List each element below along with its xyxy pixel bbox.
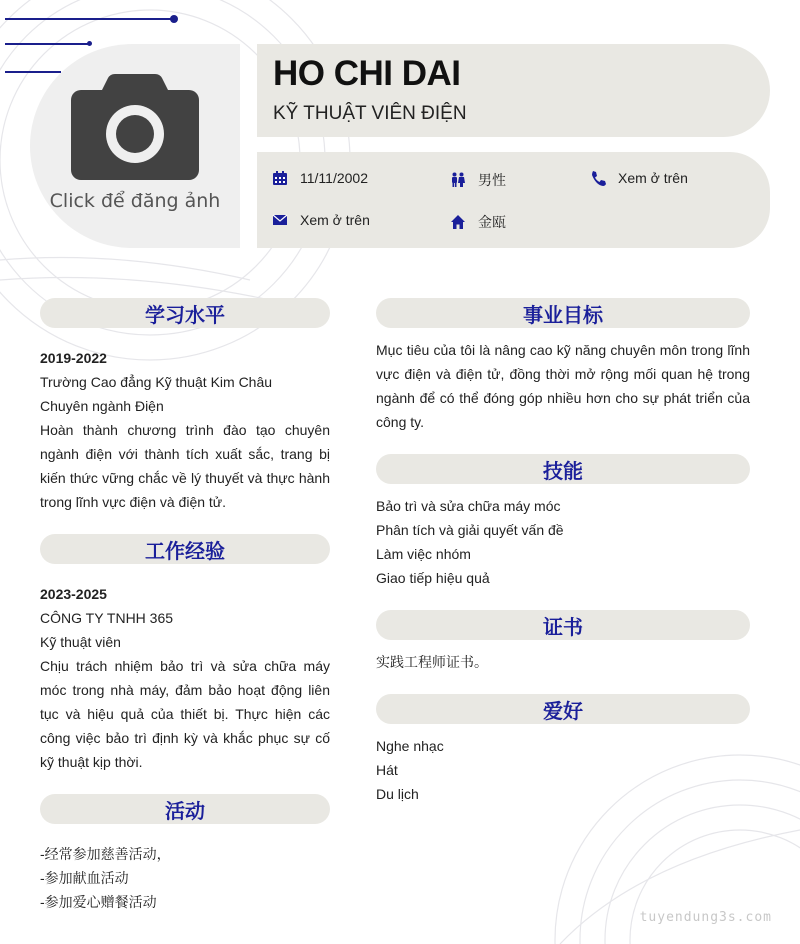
gender-value: 男性 bbox=[478, 172, 506, 188]
email-value: Xem ở trên bbox=[300, 212, 370, 228]
decor-line-1 bbox=[5, 18, 175, 20]
email-item bbox=[272, 212, 370, 228]
objective-heading-text: 事业目标 bbox=[523, 302, 603, 327]
education-heading-text: 学习水平 bbox=[145, 302, 225, 327]
education-description: Hoàn thành chương trình đào tạo chuyên ngành điện với thành tích xuất sắc, trang bị kiến thức vững chắc về lý thuyết và thực hành trong lĩnh vực điện và điện tử. bbox=[40, 422, 330, 510]
experience-period: 2023-2025 bbox=[40, 586, 107, 602]
objective-heading bbox=[376, 298, 750, 328]
candidate-name: HO CHI DAI bbox=[273, 54, 461, 93]
hobby-item: Nghe nhạc bbox=[376, 738, 444, 754]
education-school: Trường Cao đẳng Kỹ thuật Kim Châu bbox=[40, 374, 273, 390]
education-major: Chuyên ngành Điện bbox=[40, 398, 164, 414]
address-item bbox=[450, 212, 506, 232]
phone-icon bbox=[590, 170, 606, 186]
skills-heading bbox=[376, 454, 750, 484]
education-heading bbox=[40, 298, 330, 328]
experience-heading-text: 工作经验 bbox=[145, 538, 225, 563]
email-icon bbox=[272, 212, 288, 228]
certificates-heading-text: 证书 bbox=[543, 614, 583, 639]
certificates-heading bbox=[376, 610, 750, 640]
education-period: 2019-2022 bbox=[40, 350, 107, 366]
watermark: tuyendung3s.com bbox=[639, 910, 772, 925]
hobbies-section bbox=[376, 734, 750, 806]
birthday-value: 11/11/2002 bbox=[300, 170, 368, 186]
activities-section bbox=[40, 842, 330, 914]
home-icon bbox=[450, 214, 466, 230]
camera-icon bbox=[71, 72, 199, 182]
hobbies-heading bbox=[376, 694, 750, 724]
activities-heading bbox=[40, 794, 330, 824]
phone-value: Xem ở trên bbox=[618, 170, 688, 186]
experience-position: Kỹ thuật viên bbox=[40, 634, 121, 650]
decor-dot-2 bbox=[87, 41, 92, 46]
skills-section bbox=[376, 494, 750, 590]
address-value: 金瓯 bbox=[478, 214, 506, 230]
experience-company: CÔNG TY TNHH 365 bbox=[40, 610, 174, 626]
skill-item: Giao tiếp hiệu quả bbox=[376, 570, 490, 586]
hobbies-heading-text: 爱好 bbox=[543, 698, 583, 723]
experience-heading bbox=[40, 534, 330, 564]
decor-dot-1 bbox=[170, 15, 178, 23]
hobby-item: Du lịch bbox=[376, 786, 419, 802]
experience-description: Chịu trách nhiệm bảo trì và sửa chữa máy móc trong nhà máy, đảm bảo hoạt động liên tục và hiệu quả của thiết bị. Thực hiện các công việc bảo trì định kỳ và khắc phục sự cố kỹ thuật kịp thời. bbox=[40, 658, 330, 770]
skill-item: Bảo trì và sửa chữa máy móc bbox=[376, 498, 561, 514]
calendar-icon bbox=[272, 170, 288, 186]
activity-item: -参加爱心赠餐活动 bbox=[40, 894, 157, 910]
birthday-item bbox=[272, 170, 368, 186]
photo-upload-label: Click để đăng ảnh bbox=[49, 190, 221, 212]
certificate-item: 实践工程师证书。 bbox=[376, 654, 488, 670]
phone-item bbox=[590, 170, 688, 186]
skill-item: Phân tích và giải quyết vấn đề bbox=[376, 522, 564, 538]
hobby-item: Hát bbox=[376, 762, 398, 778]
decor-line-2 bbox=[5, 43, 90, 45]
experience-section bbox=[40, 582, 330, 774]
gender-icon bbox=[450, 172, 466, 188]
activity-item: -经常参加慈善活动， bbox=[40, 846, 171, 862]
name-panel bbox=[257, 44, 770, 137]
gender-item bbox=[450, 170, 506, 190]
education-section bbox=[40, 346, 330, 514]
skills-heading-text: 技能 bbox=[543, 458, 583, 483]
certificates-section bbox=[376, 650, 750, 674]
activity-item: -参加献血活动 bbox=[40, 870, 129, 886]
job-title: KỸ THUẬT VIÊN ĐIỆN bbox=[273, 103, 467, 124]
decor-line-3 bbox=[5, 71, 61, 73]
photo-upload[interactable] bbox=[30, 44, 240, 248]
objective-text: Mục tiêu của tôi là nâng cao kỹ năng chuyên môn trong lĩnh vực điện và điện tử, đồng thời mở rộng mối quan hệ trong ngành để có thể đóng góp nhiều hơn cho sự phát triển của công ty. bbox=[376, 342, 750, 430]
activities-heading-text: 活动 bbox=[165, 798, 205, 823]
contact-panel bbox=[257, 152, 770, 248]
skill-item: Làm việc nhóm bbox=[376, 546, 471, 562]
